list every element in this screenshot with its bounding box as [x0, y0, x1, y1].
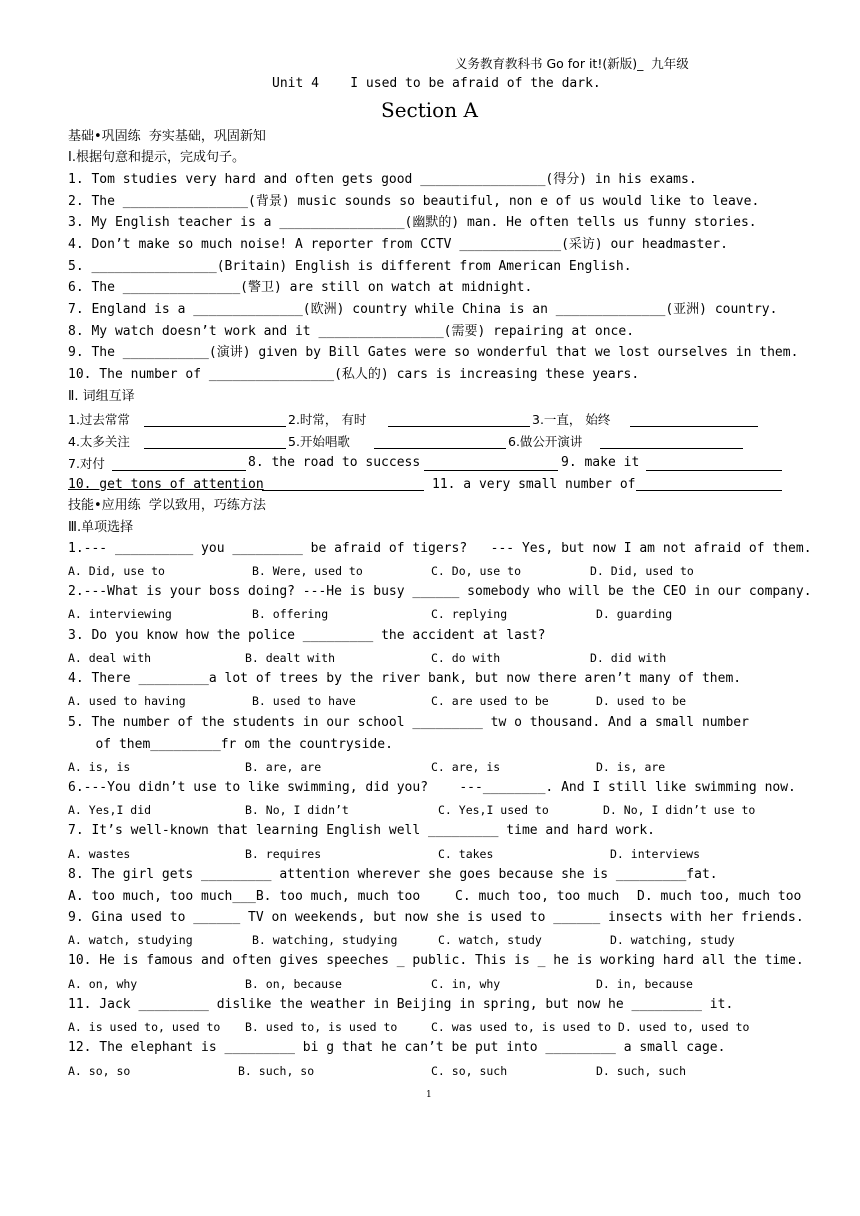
option-a: A. interviewing: [68, 607, 172, 621]
option-d: D. watching, study: [610, 933, 735, 947]
option-c: C. are, is: [431, 760, 501, 774]
part1-item-5: 5. ________________(Britain) English is different from American English.: [68, 259, 632, 274]
option-c-d: C. was used to, is used to D. used to, used to: [431, 1020, 750, 1034]
option-c: C. Yes,I used to: [438, 803, 549, 817]
book-title: 义务教育教科书 Go for it!(新版)_ 九年级: [455, 56, 689, 71]
answer-line: [424, 470, 558, 471]
answer-line: [646, 470, 782, 471]
question-5-cont: of them_________fr om the countryside.: [72, 737, 393, 752]
answer-line: [262, 490, 424, 491]
question-5: 5. The number of the students in our school _________ tw o thousand. And a small number: [68, 715, 749, 730]
option-b: B. Were, used to: [252, 564, 363, 578]
part1-title: Ⅰ.根据句意和提示，完成句子。: [68, 150, 245, 165]
phrase-11: 11. a very small number of: [432, 477, 636, 492]
phrase-7: 7.对付: [68, 456, 105, 471]
option-a: A. on, why: [68, 977, 138, 991]
option-b: B. requires: [245, 847, 322, 861]
question-4: 4. There _________a lot of trees by the river bank, but now there aren’t many of them.: [68, 671, 742, 686]
question-1: 1.--- __________ you _________ be afraid of tigers? --- Yes, but now I am not afraid of them.: [68, 541, 812, 556]
option-a: A. Did, use to: [68, 564, 165, 578]
option-c: C. much too, too much: [455, 889, 620, 904]
page-number: 1: [426, 1090, 432, 1100]
phrase-2: 2.时常， 有时: [288, 412, 367, 427]
option-b: B. such, so: [238, 1064, 315, 1078]
option-d: D. used to be: [596, 694, 687, 708]
option-c: C. do with: [431, 651, 501, 665]
part3-label: 技能•应用练 学以致用，巧练方法: [68, 498, 266, 513]
part1-item-1: 1. Tom studies very hard and often gets good ________________(得分) in his exams.: [68, 172, 697, 187]
option-b: B. No, I didn’t: [245, 803, 349, 817]
option-c: C. takes: [438, 847, 494, 861]
answer-line: [388, 426, 530, 427]
part1-item-2: 2. The ________________(背景) music sounds so beautiful, non e of us would like to leave.: [68, 194, 760, 209]
part3-title: Ⅲ.单项选择: [68, 520, 134, 535]
option-d: D. interviews: [610, 847, 701, 861]
section-title: Section A: [381, 98, 478, 122]
part2-title: Ⅱ. 词组互译: [68, 389, 135, 404]
option-b: B. on, because: [245, 977, 342, 991]
answer-line: [374, 448, 506, 449]
question-2: 2.---What is your boss doing? ---He is busy ______ somebody who will be the CEO in our company.: [68, 584, 812, 599]
option-c: C. Do, use to: [431, 564, 522, 578]
option-a: A. is, is: [68, 760, 131, 774]
option-b: B. used to have: [252, 694, 356, 708]
option-d: D. did with: [590, 651, 667, 665]
question-12: 12. The elephant is _________ bi g that he can’t be put into _________ a small cage.: [68, 1040, 726, 1055]
option-a-b: A. too much, too much___B. too much, much too: [68, 889, 421, 904]
part1-label: 基础•巩固练 夯实基础，巩固新知: [68, 129, 266, 144]
question-7: 7. It’s well-known that learning English well _________ time and hard work.: [68, 823, 655, 838]
phrase-1: 1.过去常常: [68, 412, 130, 427]
option-c: C. replying: [431, 607, 508, 621]
option-c: C. so, such: [431, 1064, 508, 1078]
part1-item-6: 6. The _______________(警卫) are still on watch at midnight.: [68, 280, 533, 295]
option-a: A. watch, studying: [68, 933, 193, 947]
answer-line: [144, 448, 286, 449]
question-8: 8. The girl gets _________ attention wherever she goes because she is _________fat.: [68, 867, 718, 882]
question-11: 11. Jack _________ dislike the weather in Beijing in spring, but now he _________ it.: [68, 997, 734, 1012]
phrase-6: 6.做公开演讲: [508, 434, 583, 449]
question-6: 6.---You didn’t use to like swimming, did you? ---________. And I still like swimming now.: [68, 780, 796, 795]
question-9: 9. Gina used to ______ TV on weekends, but now she is used to ______ insects with her friends.: [68, 910, 804, 925]
part1-item-3: 3. My English teacher is a ________________(幽默的) man. He often tells us funny stories.: [68, 215, 757, 230]
phrase-8: 8. the road to success: [248, 455, 421, 470]
phrase-3: 3.一直， 始终: [532, 412, 611, 427]
part1-item-9: 9. The ___________(演讲) given by Bill Gates were so wonderful that we lost ourselves in them.: [68, 345, 799, 360]
option-d: D. guarding: [596, 607, 673, 621]
option-d: D. in, because: [596, 977, 693, 991]
option-a: A. deal with: [68, 651, 152, 665]
part1-item-7: 7. England is a ______________(欧洲) country while China is an ______________(亚洲) country.: [68, 302, 778, 317]
answer-line: [144, 426, 286, 427]
option-a: A. is used to, used to: [68, 1020, 221, 1034]
option-b: B. offering: [252, 607, 329, 621]
option-d: D. No, I didn’t use to: [603, 803, 756, 817]
part1-item-10: 10. The number of ________________(私人的) cars is increasing these years.: [68, 367, 640, 382]
phrase-5: 5.开始唱歌: [288, 434, 350, 449]
part1-item-8: 8. My watch doesn’t work and it ________________(需要) repairing at once.: [68, 324, 635, 339]
option-d: D. such, such: [596, 1064, 687, 1078]
option-b: B. watching, studying: [252, 933, 398, 947]
option-a: A. so, so: [68, 1064, 131, 1078]
answer-line: [636, 490, 782, 491]
option-c: C. in, why: [431, 977, 501, 991]
option-c: C. are used to be: [431, 694, 549, 708]
option-a: A. Yes,I did: [68, 803, 152, 817]
option-d: D. is, are: [596, 760, 666, 774]
answer-line: [112, 470, 246, 471]
unit-title: Unit 4 I used to be afraid of the dark.: [272, 76, 601, 91]
phrase-10: 10. get tons of attention: [68, 477, 264, 492]
answer-line: [600, 448, 743, 449]
option-a: A. used to having: [68, 694, 186, 708]
option-d: D. Did, used to: [590, 564, 694, 578]
option-d: D. much too, much too: [637, 889, 802, 904]
phrase-4: 4.太多关注: [68, 434, 130, 449]
question-3: 3. Do you know how the police _________ the accident at last?: [68, 628, 546, 643]
phrase-9: 9. make it: [561, 455, 640, 470]
option-c: C. watch, study: [438, 933, 542, 947]
option-b: B. are, are: [245, 760, 322, 774]
option-a: A. wastes: [68, 847, 131, 861]
option-b: B. used to, is used to: [245, 1020, 398, 1034]
option-b: B. dealt with: [245, 651, 336, 665]
part1-item-4: 4. Don’t make so much noise! A reporter from CCTV _____________(采访) our headmaster.: [68, 237, 728, 252]
question-10: 10. He is famous and often gives speeches _ public. This is _ he is working hard all the time.: [68, 953, 804, 968]
answer-line: [630, 426, 758, 427]
